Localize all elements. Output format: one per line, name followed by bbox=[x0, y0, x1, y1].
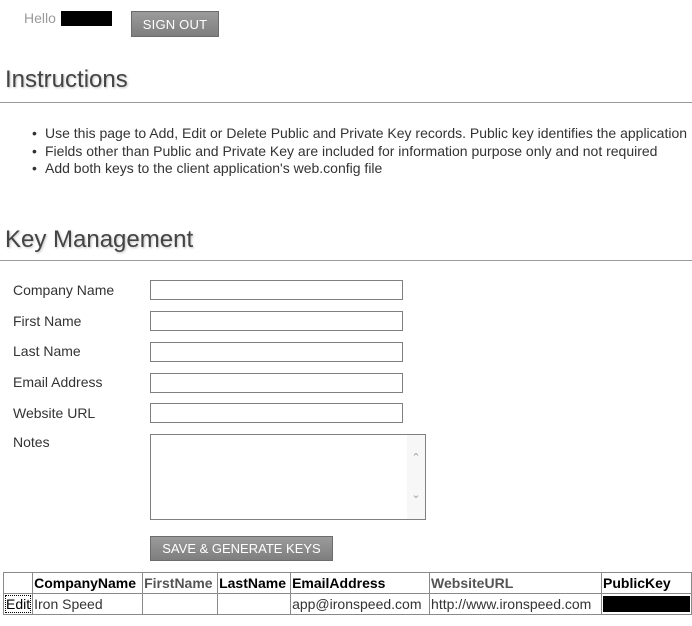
column-header-first-name[interactable]: FirstName bbox=[143, 573, 218, 594]
instruction-item: • Add both keys to the client application's web.config file bbox=[32, 160, 692, 178]
save-generate-keys-button[interactable]: SAVE & GENERATE KEYS bbox=[150, 536, 333, 561]
notes-textarea[interactable] bbox=[150, 434, 426, 520]
key-management-title: Key Management bbox=[5, 226, 194, 253]
scroll-up-icon[interactable]: ⌃ bbox=[411, 452, 421, 464]
public-key-cell bbox=[602, 594, 692, 615]
first-name-field[interactable] bbox=[150, 311, 403, 331]
company-name-field[interactable] bbox=[150, 280, 403, 300]
company-name-label: Company Name bbox=[13, 282, 115, 298]
notes-label: Notes bbox=[13, 434, 50, 450]
greeting-text: Hello bbox=[24, 10, 56, 26]
last-name-label: Last Name bbox=[13, 343, 81, 359]
column-header-action bbox=[4, 573, 33, 594]
company-name-cell: Iron Speed bbox=[33, 594, 143, 615]
notes-scrollbar[interactable] bbox=[407, 435, 425, 519]
key-management-divider bbox=[0, 260, 692, 261]
instructions-divider bbox=[0, 102, 692, 103]
column-header-email-address[interactable]: EmailAddress bbox=[291, 573, 430, 594]
email-address-cell: app@ironspeed.com bbox=[291, 594, 430, 615]
table-row bbox=[4, 594, 692, 615]
website-url-cell: http://www.ironspeed.com bbox=[430, 594, 602, 615]
website-url-field[interactable] bbox=[150, 403, 403, 423]
instructions-list bbox=[32, 125, 692, 178]
redacted-username bbox=[61, 11, 112, 26]
row-action-cell bbox=[4, 594, 33, 615]
keys-table bbox=[3, 572, 692, 615]
edit-link[interactable]: Edit bbox=[6, 596, 31, 612]
redacted-public-key bbox=[603, 596, 690, 612]
email-address-field[interactable] bbox=[150, 373, 403, 393]
first-name-label: First Name bbox=[13, 313, 82, 329]
column-header-website-url[interactable]: WebsiteURL bbox=[430, 573, 602, 594]
instruction-item: • Use this page to Add, Edit or Delete Public and Private Key records. Public key identifies the application bbox=[32, 125, 692, 143]
column-header-last-name[interactable]: LastName bbox=[218, 573, 291, 594]
column-header-company-name[interactable]: CompanyName bbox=[33, 573, 143, 594]
first-name-cell bbox=[143, 594, 218, 615]
table-header-row bbox=[4, 573, 692, 594]
email-address-label: Email Address bbox=[13, 374, 103, 390]
instructions-title: Instructions bbox=[5, 66, 128, 93]
last-name-cell bbox=[218, 594, 291, 615]
sign-out-button[interactable]: SIGN OUT bbox=[131, 11, 219, 37]
instruction-item: • Fields other than Public and Private Key are included for information purpose only and not required bbox=[32, 143, 692, 161]
column-header-public-key[interactable]: PublicKey bbox=[602, 573, 692, 594]
last-name-field[interactable] bbox=[150, 342, 403, 362]
scroll-down-icon[interactable]: ⌄ bbox=[411, 489, 421, 501]
website-url-label: Website URL bbox=[13, 405, 96, 421]
